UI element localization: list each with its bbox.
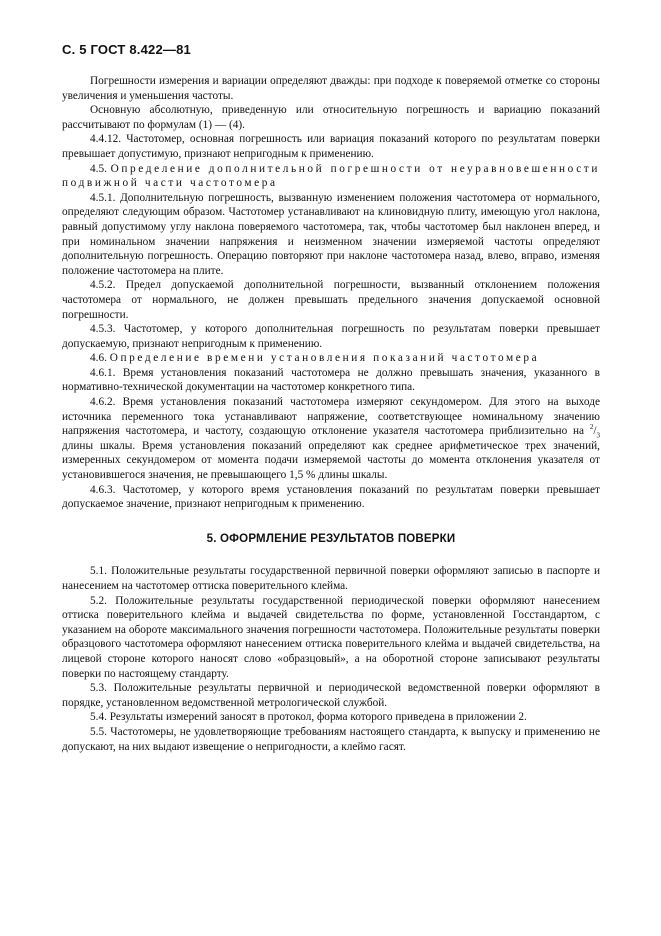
subsection-title: Определение дополнительной погрешности от неуравновешенности подвижной части частотомера (62, 162, 600, 190)
paragraph: 4.6.3. Частотомер, у которого время установления показаний по результатам поверки превышает допускаемое значение, признают непригодным к применению. (62, 483, 600, 511)
paragraph: 5.4. Результаты измерений заносят в протокол, форма которого приведена в приложении 2. (90, 711, 527, 724)
paragraph: Основную абсолютную, приведенную или относительную погрешность и вариацию показаний рассчитывают по формулам (1) — (4). (62, 104, 600, 131)
paragraph: 5.1. Положительные результаты государственной первичной поверки оформляют записью в паспорте и нанесением на частотомер оттиска поверительного клейма. (62, 565, 600, 592)
subsection-number: 4.6. (90, 352, 107, 365)
subsection-title: Определение времени установления показаний частотомера (109, 352, 540, 365)
fraction-numerator: 2 (589, 423, 594, 432)
paragraph: Погрешности измерения и вариации определяют дважды: при подходе к поверяемой отметке со стороны увеличения и уменьшения частоты. (62, 75, 600, 102)
document-body (62, 74, 600, 754)
paragraph-text: 4.6.2. Время установления показаний частотомера измеряют секундомером. Для этого на выходе источника переменного тока устанавливают напряжение, соответствующее номинальному значению напряжения частотомера, и частоту, создающую отклонение указателя частотомера приблизительно на (62, 396, 600, 438)
paragraph: 4.5.1. Дополнительную погрешность, вызванную изменением положения частотомера от нормального, определяют следующим образом. Частотомер устанавливают на клиновидную плиту, имеющую угол наклона, равный допустимому углу наклона поверяемого частотомера, так, чтобы частотомер был наклонен вперед, и при номинальном значении напряжения и неизменном значении измеряемой частоты определяют дополнительную погрешность. Операцию повторяют при наклоне частотомера назад, влево, вправо, изменяя положение частотомера на плите. (62, 191, 600, 277)
subsection-heading (62, 162, 600, 191)
page-header: С. 5 ГОСТ 8.422—81 (62, 42, 191, 57)
paragraph: 5.5. Частотомеры, не удовлетворяющие требованиям настоящего стандарта, к выпуску и применению не допускают, на них выдают извещение о непригодности, а клеймо гасят. (62, 725, 600, 753)
section-title: 5. ОФОРМЛЕНИЕ РЕЗУЛЬТАТОВ ПОВЕРКИ (206, 532, 456, 545)
paragraph: 4.5.2. Предел допускаемой дополнительной погрешности, вызванный отклонением положения частотомера от нормального, не должен превышать предельного значения допускаемой основной погрешности. (62, 279, 600, 321)
paragraph: 4.4.12. Частотомер, основная погрешность или вариация показаний которого по результатам поверки превышает допустимую, признают непригодным к применению. (62, 133, 600, 160)
paragraph-text: длины шкалы. Время установления показаний определяют как среднее арифметическое трех значений, измеренных секундомером от момента подачи измеряемой частоты до момента отклонения указателя от установившегося значения, не превышающего 1,5 % длины шкалы. (62, 439, 600, 482)
paragraph: 5.2. Положительные результаты государственной периодической поверки оформляют нанесением оттиска поверительного клейма и выдачей свидетельства по форме, установленной Госстандартом, с указанием на обороте максимального значения погрешности частотомера. Положительные результаты поверки образцового частотомера оформляют нанесением оттиска поверительного клейма и выдачей свидетельства, на лицевой стороне которого наносят слово «образцовый», а на оборотной стороне записывают результаты поверки по настоящему стандарту. (62, 594, 600, 680)
paragraph: 4.6.1. Время установления показаний частотомера не должно превышать значения, указанного в нормативно-технической документации на частотомер конкретного типа. (62, 366, 600, 394)
paragraph: 4.6.2. Время установления показаний частотомера измеряют секундомером. Для этого на выходе источника переменного тока устанавливают напряжение, соответствующее номинальному значению напряжения частотомера, и частоту, создающую отклонение указателя частотомера приблизительно на $^2/_3$ длины шкалы. Время установления показаний определяют как среднее арифметическое трех значений, измеренных секундомером от момента подачи измеряемой частоты до момента отклонения указателя от установившегося значения, не превышающего 1,5 % длины шкалы. (62, 396, 600, 482)
fraction-denominator: 3 (596, 431, 600, 440)
subsection-heading (62, 351, 600, 366)
paragraph: 5.3. Положительные результаты первичной и периодической ведомственной поверки оформляют в порядке, установленном ведомственной метрологической службой. (62, 682, 600, 709)
subsection-number: 4.5. (90, 162, 107, 175)
paragraph: 4.5.3. Частотомер, у которого дополнительная погрешность по результатам поверки превышает допускаемую, признают непригодным к применению. (62, 323, 600, 350)
